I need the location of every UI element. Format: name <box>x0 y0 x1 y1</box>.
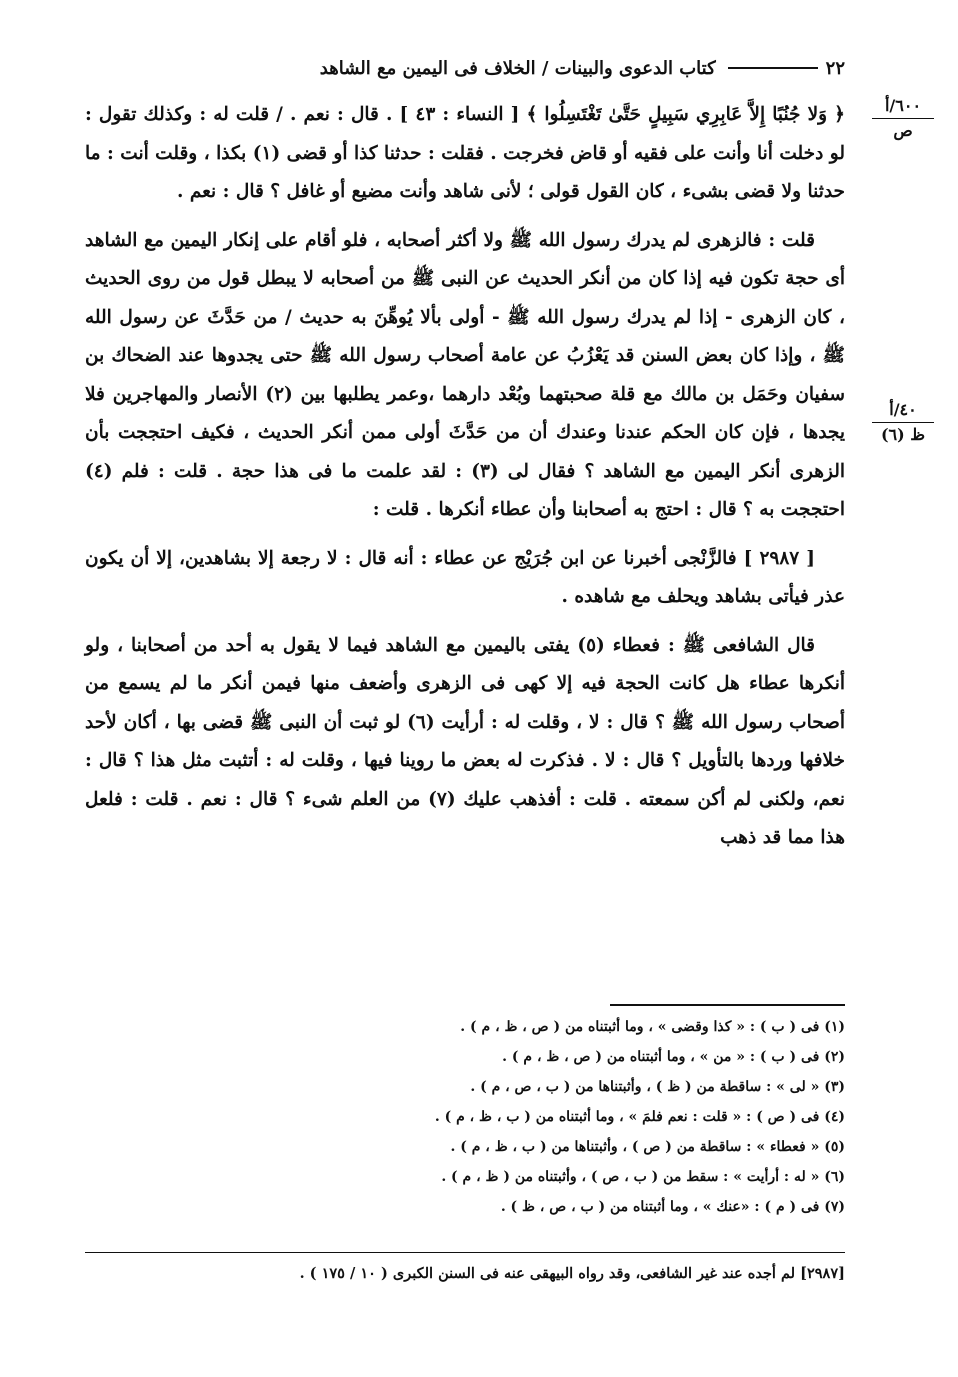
footnote-2: (٢) فى ( ب ) : « من » ، وما أثبتناه من ( ص ، ظ ، م ) . <box>502 1049 845 1065</box>
footnote-3: (٣) « لى » : ساقطة من ( ظ ) ، وأثبتناها من ( ب ، ص ، م ) . <box>470 1079 845 1095</box>
hadith-reference: [٢٩٨٧] لم أجده عند غير الشافعى، وقد رواه البيهقى عنه فى السنن الكبرى ( ١٠ / ١٧٥ ) . <box>299 1265 845 1282</box>
footnote-5: (٥) « فعطاء » : ساقطة من ( ص ) ، وأثبتناها من ( ب ، ظ ، م ) . <box>450 1139 845 1155</box>
running-title: كتاب الدعوى والبينات / الخلاف فى اليمين مع الشاهد <box>319 57 716 79</box>
footnote-separator <box>610 1004 845 1006</box>
header-rule <box>728 67 818 69</box>
running-header <box>85 50 845 86</box>
page-number: ٢٢ <box>825 57 845 79</box>
main-text <box>85 96 845 868</box>
footnote-6: (٦) « له : أرأيت » : سقط من ( ب ، ص ) ، وأثبتناه من ( ظ ، م ) . <box>441 1169 845 1185</box>
margin-note-manuscript: ص <box>893 121 913 140</box>
margin-note-folio: ٦٠٠/أ <box>872 96 934 119</box>
margin-note-folio: ٤٠/أ <box>872 400 934 423</box>
margin-note-folio-2 <box>872 400 934 445</box>
footnote-7: (٧) فى ( م ) : «عنك » ، وما أثبتناه من ( ب ، ص ، ظ ) . <box>500 1199 845 1215</box>
reference-separator <box>85 1252 845 1253</box>
footnote-1: (١) فى ( ب ) : « كذا وقضى » ، وما أثبتناه من ( ص ، ظ ، م ) . <box>460 1019 845 1035</box>
margin-note-folio-1 <box>872 96 934 141</box>
footnote-4: (٤) فى ( ص ) : « قلت : نعم فلمَ » ، وما أثبتناه من ( ب ، ظ ، م ) . <box>434 1109 845 1125</box>
paragraph-1: ﴿ وَلا جُنُبًا إِلاَّ عَابِرِي سَبِيلٍ حَتَّىٰ تَغْتَسِلُوا ﴾ [ النساء : ٤٣ ] . قال : نعم . / قلت له : وكذلك تقول : لو دخلت أنا وأنت على فقيه أو قاض فخرجت . فقلت : حدثنا كذا أو قضى (١) بكذا ، وقلت أنت : ما حدثنا ولا قضى بشىء ، كان القول قولى ؛ لأنى شاهد وأنت مضيع أو غافل ؟ قال : نعم . <box>85 104 845 202</box>
margin-note-manuscript: ظ (٦) <box>880 425 926 444</box>
footnotes <box>200 1012 845 1222</box>
paragraph-3: [ ٢٩٨٧ ] فالزَّنْجى أخبرنا عن ابن جُرَيْج عن عطاء : أنه قال : لا رجعة إلا بشاهدين، إلا أن يكون عذر فيأتى بشاهد ويحلف مع شاهده . <box>85 547 845 607</box>
paragraph-2: قلت : فالزهرى لم يدرك رسول الله ﷺ ولا أكثر أصحابه ، فلو أقام على إنكار اليمين مع الشاهد أى حجة تكون فيه إذا كان من أنكر الحديث عن النبى ﷺ من أصحابه لا يبطل قول من روى الحديث ، كان الزهرى - إذا لم يدرك رسول الله ﷺ - أولى بألا يُوهِّنَ به حديث / من حَدَّثَ عن رسول الله ﷺ ، وإذا كان بعض السنن قد يَعْزُبُ عن عامة أصحاب رسول الله ﷺ حتى يجدوها عند الضحاك بن سفيان وحَمَل بن مالك مع قلة صحبتهما وبُعْد دارهما ،وعمر يطلبها بين (٢) الأنصار والمهاجرين فلا يجدها ، فإن كان الحكم عندنا وعندك أن من حَدَّثَ أولى ممن أنكر الحديث ، فكيف احتججت بأن الزهرى أنكر اليمين مع الشاهد ؟ فقال لى (٣) : لقد علمت ما فى هذا حجة . قلت : فلم (٤) احتججت به ؟ قال : احتج به أصحابنا وأن عطاء أنكرها . قلت : <box>85 229 846 520</box>
paragraph-4: قال الشافعى ﷺ : فعطاء (٥) يفتى باليمين مع الشاهد فيما لا يقول به أحد من أصحابنا ، ولو أنكرها عطاء هل كانت الحجة فيه إلا كهى فى الزهرى وأضعف منها فيمن أنكر ما لم يسمع من أصحاب رسول الله ﷺ ؟ قال : لا ، وقلت له : أرأيت (٦) لو ثبت أن النبى ﷺ قضى بها ، أكان لأحد خلافها وردها بالتأويل ؟ قال : لا . فذكرت له بعض ما روينا فيها ، وقلت له : أتثبت مثل هذا ؟ قال : نعم، ولكنى لم أكن سمعته . قلت : أفذهب عليك (٧) من العلم شىء ؟ قال : نعم . قلت : فلعل هذا مما قد ذهب <box>85 634 845 848</box>
